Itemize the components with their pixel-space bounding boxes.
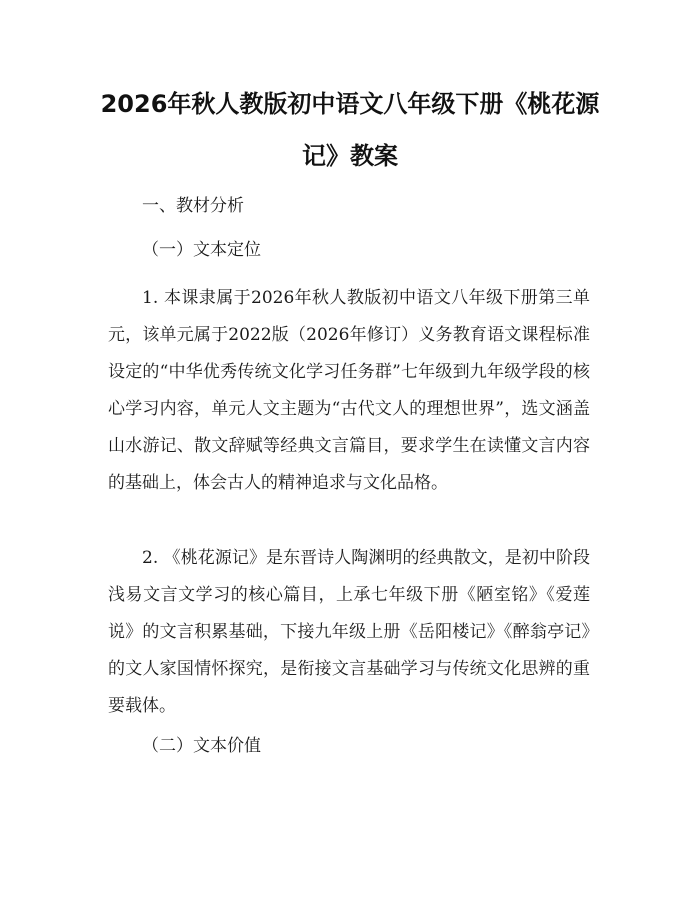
body-paragraph-2: 2. 《桃花源记》是东晋诗人陶渊明的经典散文，是初中阶段浅易文言文学习的核心篇目，上承七年级下册《陋室铭》《爱莲说》的文言积累基础，下接九年级上册《岳阳楼记》《醉翁亭记》的文人家国情怀探究，是衔接文言基础学习与传统文化思辨的重要载体。 <box>108 548 590 716</box>
document-title: 2026年秋人教版初中语文八年级下册《桃花源记》教案 <box>100 90 600 170</box>
section-heading-textbook-analysis: 一、教材分析 <box>142 196 244 216</box>
subsection-heading-text-value: （二）文本价值 <box>142 736 261 756</box>
subsection-heading-text-positioning: （一）文本定位 <box>142 240 261 260</box>
body-paragraph-1: 1. 本课隶属于2026年秋人教版初中语文八年级下册第三单元，该单元属于2022版（2026年修订）义务教育语文课程标准设定的“中华优秀传统文化学习任务群”七年级到九年级学段的核心学习内容，单元人文主题为“古代文人的理想世界”，选文涵盖山水游记、散文辞赋等经典文言篇目，要求学生在读懂文言内容的基础上，体会古人的精神追求与文化品格。 <box>108 288 590 493</box>
